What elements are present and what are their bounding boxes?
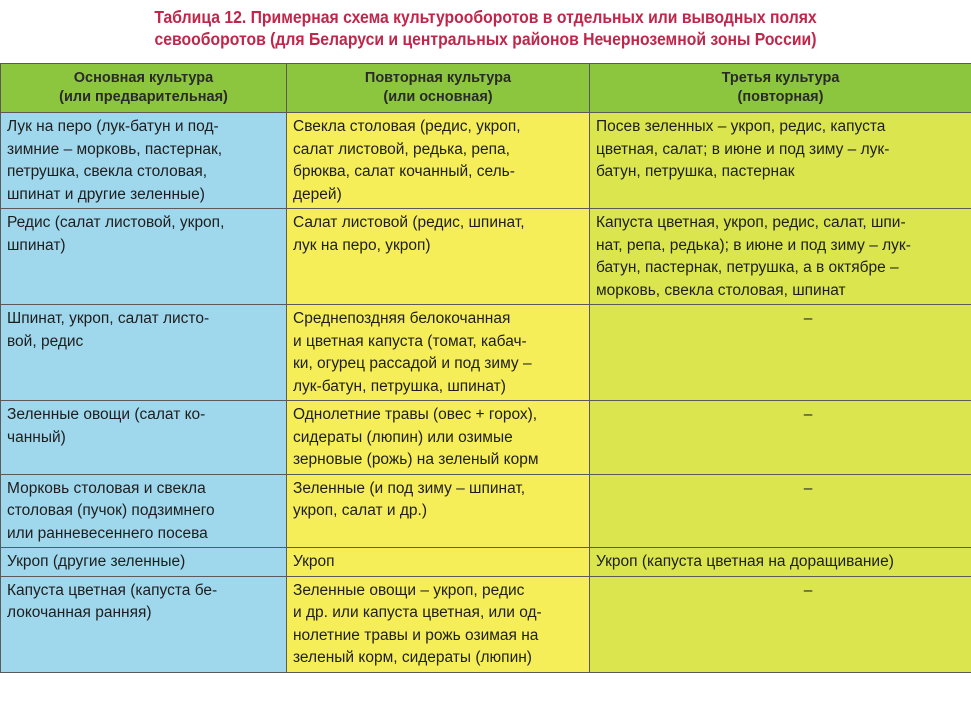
table-title-line-1: Таблица 12. Примерная схема культурооборотов в отдельных или выводных полях xyxy=(154,7,817,27)
repeat-crop-cell xyxy=(287,113,590,209)
table-row xyxy=(1,474,971,548)
cell-line: Морковь столовая и свекла xyxy=(7,479,206,497)
cell-line: брюква, салат кочанный, сель- xyxy=(293,163,515,180)
main-crop-cell xyxy=(1,401,287,475)
header-third-crop xyxy=(590,64,971,113)
cell-line: Лук на перо (лук-батун и под- xyxy=(7,118,219,135)
main-crop-cell xyxy=(1,209,287,305)
header-third-crop-title: Третья культура xyxy=(721,70,840,86)
main-crop-cell xyxy=(1,474,287,548)
header-row xyxy=(1,64,971,113)
cell-line: Укроп (капуста цветная на доращивание) xyxy=(596,553,894,570)
table-row xyxy=(1,209,971,305)
repeat-crop-cell xyxy=(287,474,590,548)
third-crop-cell xyxy=(590,576,971,672)
header-repeat-crop xyxy=(287,64,590,113)
repeat-crop-cell xyxy=(287,548,590,577)
main-crop-cell xyxy=(1,113,287,209)
cell-line: или ранневесеннего посева xyxy=(7,524,208,542)
table-body xyxy=(1,113,971,673)
cell-line: Однолетние травы (овес + горох), xyxy=(293,406,538,423)
cell-line: сидераты (люпин) или озимые xyxy=(293,428,513,446)
cell-line: зерновые (рожь) на зеленый корм xyxy=(293,451,539,468)
cell-line: ки, огурец рассадой и под зиму – xyxy=(293,355,532,372)
header-third-crop-note: (повторная) xyxy=(737,89,824,105)
cell-line: Зеленные овощи – укроп, редис xyxy=(293,581,525,599)
cell-line: цветная, салат; в июне и под зиму – лук- xyxy=(596,140,890,158)
cell-line: Посев зеленных – укроп, редис, капуста xyxy=(596,118,886,135)
cell-line: Свекла столовая (редис, укроп, xyxy=(293,118,521,135)
cell-line: петрушка, свекла столовая, xyxy=(7,163,208,180)
empty-dash: – xyxy=(803,310,813,327)
cell-line: Укроп (другие зеленные) xyxy=(7,553,186,570)
cell-line: шпинат) xyxy=(7,236,66,254)
repeat-crop-cell xyxy=(287,401,590,475)
cell-line: чанный) xyxy=(7,428,66,446)
cell-line: зимние – морковь, пастернак, xyxy=(7,140,223,158)
table-row xyxy=(1,576,971,672)
header-repeat-crop-title: Повторная культура xyxy=(364,70,512,86)
header-main-crop xyxy=(1,64,287,113)
main-crop-cell xyxy=(1,576,287,672)
table-row xyxy=(1,305,971,401)
cell-line: лук на перо, укроп) xyxy=(293,236,431,254)
cell-line: и цветная капуста (томат, кабач- xyxy=(293,332,527,350)
cell-line: укроп, салат и др.) xyxy=(293,502,427,519)
cell-line: морковь, свекла столовая, шпинат xyxy=(596,281,846,299)
cell-line: Капуста цветная, укроп, редис, салат, шпи- xyxy=(596,214,906,231)
cell-line: столовая (пучок) подзимнего xyxy=(7,502,215,519)
cell-line: шпинат и другие зеленные) xyxy=(7,185,205,203)
table-row xyxy=(1,548,971,577)
cell-line: Редис (салат листовой, укроп, xyxy=(7,214,225,231)
cell-line: салат листовой, редька, репа, xyxy=(293,140,510,158)
table-row xyxy=(1,113,971,209)
third-crop-cell xyxy=(590,401,971,475)
cell-line: Зеленные (и под зиму – шпинат, xyxy=(293,479,526,497)
cell-line: нолетние травы и рожь озимая на xyxy=(293,626,539,644)
repeat-crop-cell xyxy=(287,576,590,672)
crop-rotation-table xyxy=(0,63,971,673)
table-title xyxy=(49,6,923,50)
third-crop-cell xyxy=(590,305,971,401)
cell-line: и др. или капуста цветная, или од- xyxy=(293,604,542,621)
cell-line: Среднепоздняя белокочанная xyxy=(293,310,511,327)
header-main-crop-note: (или предварительная) xyxy=(59,89,228,105)
cell-line: лук-батун, петрушка, шпинат) xyxy=(293,377,506,395)
repeat-crop-cell xyxy=(287,305,590,401)
empty-dash: – xyxy=(803,479,813,497)
table-title-line-2: севооборотов (для Беларуси и центральных районов Нечерноземной зоны России) xyxy=(154,29,817,49)
empty-dash: – xyxy=(803,581,813,599)
third-crop-cell xyxy=(590,548,971,577)
cell-line: Укроп xyxy=(293,553,335,570)
cell-line: батун, петрушка, пастернак xyxy=(596,163,795,180)
table-row xyxy=(1,401,971,475)
main-crop-cell xyxy=(1,548,287,577)
cell-line: Шпинат, укроп, салат листо- xyxy=(7,310,210,327)
header-main-crop-title: Основная культура xyxy=(73,70,214,86)
main-crop-cell xyxy=(1,305,287,401)
cell-line: зеленый корм, сидераты (люпин) xyxy=(293,649,532,666)
third-crop-cell xyxy=(590,209,971,305)
third-crop-cell xyxy=(590,474,971,548)
cell-line: Капуста цветная (капуста бе- xyxy=(7,581,218,599)
cell-line: Салат листовой (редис, шпинат, xyxy=(293,214,525,231)
cell-line: дерей) xyxy=(293,185,342,203)
cell-line: вой, редис xyxy=(7,332,84,350)
empty-dash: – xyxy=(803,406,813,423)
cell-line: локочанная ранняя) xyxy=(7,604,152,621)
repeat-crop-cell xyxy=(287,209,590,305)
cell-line: Зеленные овощи (салат ко- xyxy=(7,406,206,423)
cell-line: нат, репа, редька); в июне и под зиму – лук- xyxy=(596,236,911,254)
header-repeat-crop-note: (или основная) xyxy=(383,89,493,105)
third-crop-cell xyxy=(590,113,971,209)
cell-line: батун, пастернак, петрушка, а в октябре – xyxy=(596,259,899,276)
